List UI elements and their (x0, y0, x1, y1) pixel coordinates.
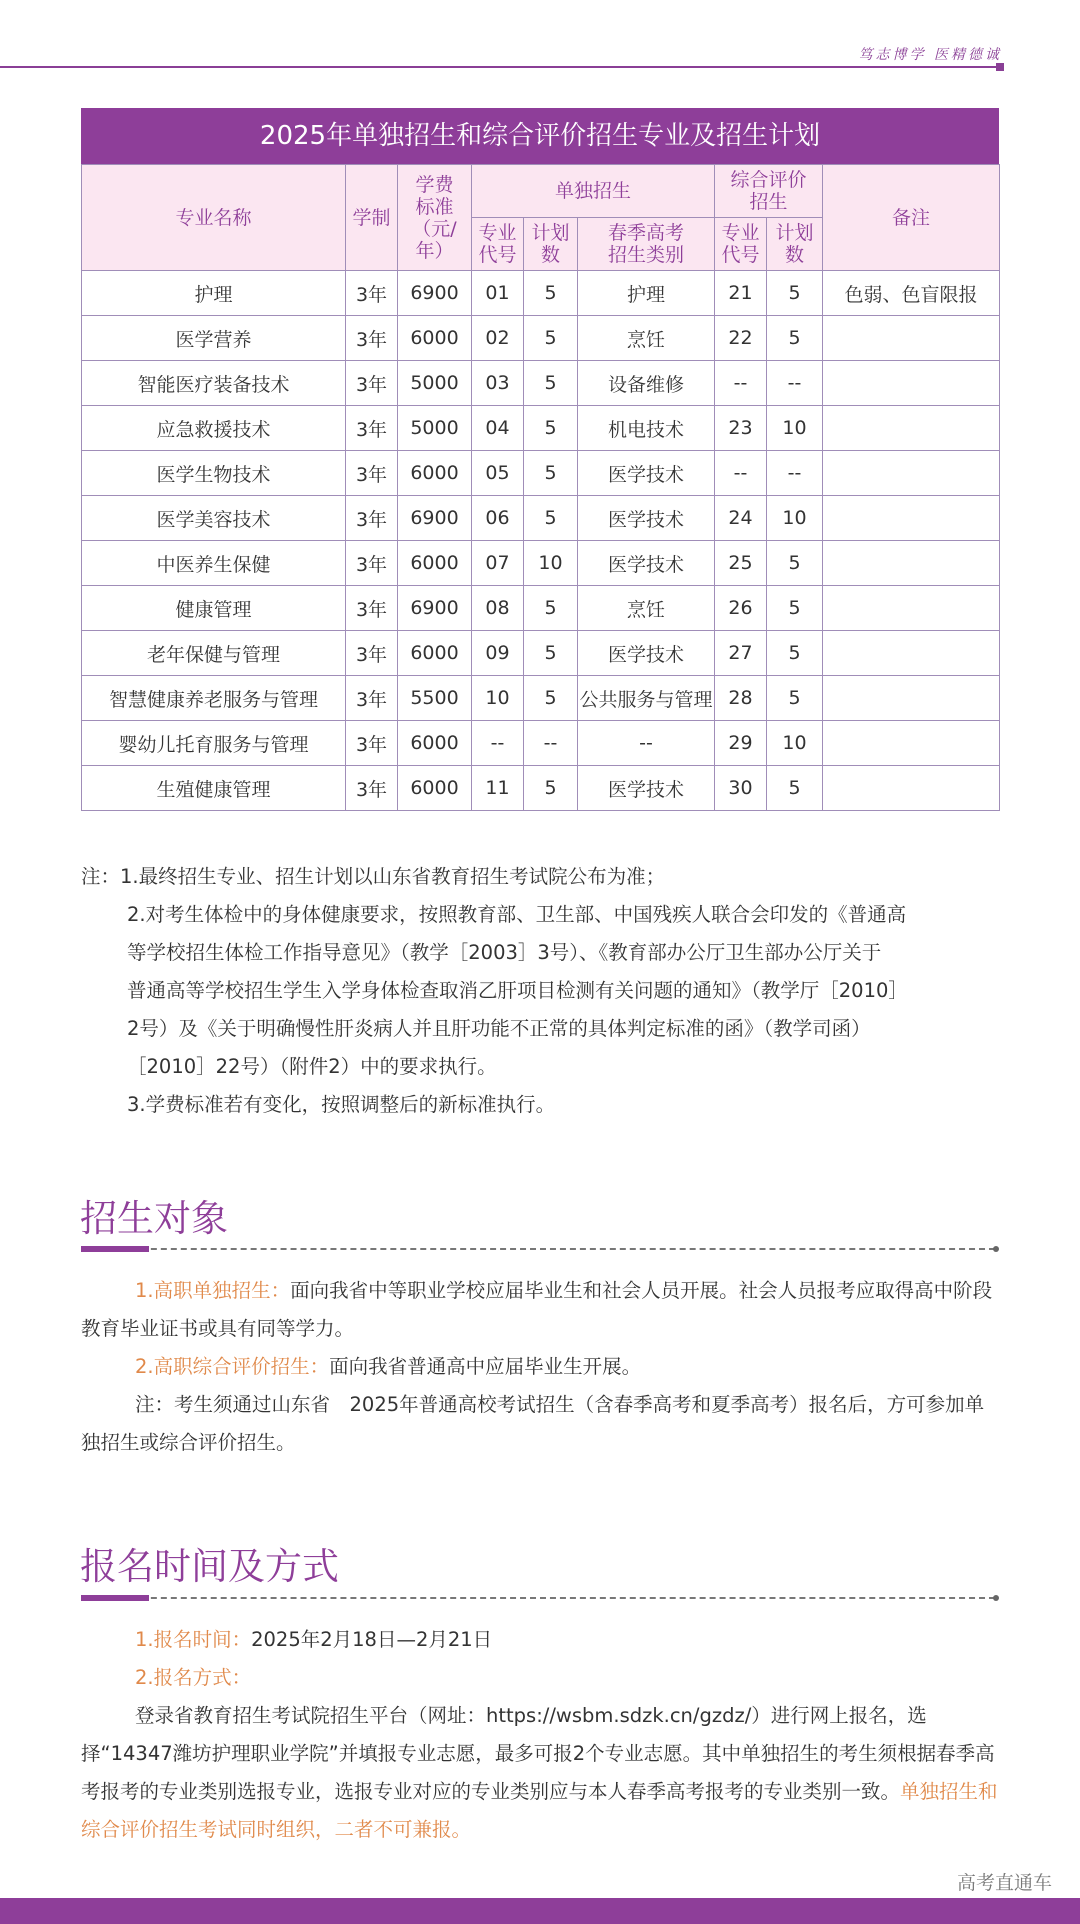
table-cell-remark (823, 721, 1000, 766)
table-cell-c-code: 25 (715, 541, 767, 586)
table-cell-c-code: 29 (715, 721, 767, 766)
section-divider-dot (993, 1246, 999, 1252)
table-cell-fee: 5500 (398, 676, 472, 721)
table-cell-c-plan: 5 (767, 541, 823, 586)
table-cell-c-plan: 5 (767, 316, 823, 361)
note-2-line-5: ［2010］22号）（附件2）中的要求执行。 (127, 1055, 497, 1078)
header-single-enrollment: 单独招生 (472, 165, 715, 218)
table-cell-s-code: 03 (472, 361, 524, 406)
header-comprehensive-enrollment: 综合评价招生 (715, 165, 823, 218)
table-cell-c-code: 22 (715, 316, 767, 361)
table-cell-c-plan: 5 (767, 586, 823, 631)
table-cell-remark (823, 406, 1000, 451)
table-cell-years: 3年 (346, 316, 398, 361)
table-cell-years: 3年 (346, 766, 398, 811)
table-cell-s-plan: 5 (524, 676, 578, 721)
note-3: 3.学费标准若有变化，按照调整后的新标准执行。 (127, 1093, 556, 1116)
table-cell-fee: 6000 (398, 766, 472, 811)
table-cell-c-code: 23 (715, 406, 767, 451)
header-spring-category: 春季高考招生类别 (578, 218, 715, 271)
plan-table-body (82, 271, 1000, 811)
table-row (82, 451, 1000, 496)
table-row (82, 721, 1000, 766)
table-cell-s-plan: 5 (524, 406, 578, 451)
table-row (82, 631, 1000, 676)
table-cell-major: 生殖健康管理 (82, 766, 346, 811)
table-cell-s-code: 02 (472, 316, 524, 361)
header-comp-plan: 计划数 (767, 218, 823, 271)
table-cell-category: 烹饪 (578, 586, 715, 631)
header-motto: 笃志博学 医精德诚 (858, 47, 1002, 63)
table-cell-s-plan: 5 (524, 271, 578, 316)
table-cell-category: 设备维修 (578, 361, 715, 406)
table-cell-c-plan: 10 (767, 496, 823, 541)
table-row (82, 766, 1000, 811)
table-cell-years: 3年 (346, 631, 398, 676)
note-2-line-3: 普通高等学校招生学生入学身体检查取消乙肝项目检测有关问题的通知》（教学厅［2010］ (127, 979, 908, 1002)
table-cell-years: 3年 (346, 271, 398, 316)
section-title-registration: 报名时间及方式 (80, 1545, 339, 1588)
table-cell-c-code: 28 (715, 676, 767, 721)
header-remark: 备注 (823, 165, 1000, 271)
table-cell-remark (823, 451, 1000, 496)
table-row (82, 316, 1000, 361)
registration-time: 1.报名时间：2025年2月18日—2月21日 (135, 1628, 493, 1651)
table-cell-category: 公共服务与管理 (578, 676, 715, 721)
table-cell-major: 健康管理 (82, 586, 346, 631)
header-rule-dot (996, 63, 1004, 71)
table-cell-c-code: 24 (715, 496, 767, 541)
table-notes (81, 858, 1001, 1124)
table-cell-category: 机电技术 (578, 406, 715, 451)
table-cell-s-code: 04 (472, 406, 524, 451)
table-cell-category: 医学技术 (578, 766, 715, 811)
table-cell-c-code: -- (715, 451, 767, 496)
table-cell-major: 医学营养 (82, 316, 346, 361)
table-cell-fee: 6000 (398, 631, 472, 676)
table-cell-s-code: 06 (472, 496, 524, 541)
table-cell-c-code: 21 (715, 271, 767, 316)
table-cell-fee: 5000 (398, 361, 472, 406)
section-divider-accent (81, 1595, 149, 1601)
target-note: 注：考生须通过山东省 2025年普通高校考试招生（含春季高考和夏季高考）报名后，方可参加单独招生或综合评价招生。 (81, 1393, 985, 1454)
table-cell-c-plan: 10 (767, 406, 823, 451)
note-1: 注：1.最终招生专业、招生计划以山东省教育招生考试院公布为准； (81, 865, 666, 888)
registration-method: 登录省教育招生考试院招生平台（网址：https://wsbm.sdzk.cn/gzdz/）进行网上报名，选择“14347潍坊护理职业学院”并填报专业志愿，最多可报2个专业志愿。其中单独招生的考生须根据春季高考报考的专业类别选报专业，选报专业对应的专业类别应与本人春季高考报考的专业类别一致。单独招生和综合评价招生考试同时组织，二者不可兼报。 (81, 1704, 998, 1841)
table-cell-major: 中医养生保健 (82, 541, 346, 586)
header-single-plan: 计划数 (524, 218, 578, 271)
table-cell-s-code: 07 (472, 541, 524, 586)
section-divider (81, 1597, 995, 1599)
table-cell-major: 智慧健康养老服务与管理 (82, 676, 346, 721)
section-title-enrollment-targets: 招生对象 (80, 1197, 228, 1240)
table-cell-fee: 6900 (398, 271, 472, 316)
table-cell-c-code: 30 (715, 766, 767, 811)
table-cell-c-plan: -- (767, 451, 823, 496)
table-cell-remark (823, 766, 1000, 811)
table-cell-category: -- (578, 721, 715, 766)
table-cell-s-plan: 5 (524, 451, 578, 496)
table-cell-remark (823, 541, 1000, 586)
table-cell-remark (823, 496, 1000, 541)
table-cell-s-code: 08 (472, 586, 524, 631)
footer-band (0, 1898, 1080, 1924)
table-cell-major: 医学美容技术 (82, 496, 346, 541)
table-cell-years: 3年 (346, 451, 398, 496)
table-cell-remark (823, 631, 1000, 676)
table-cell-s-code: -- (472, 721, 524, 766)
table-cell-s-code: 10 (472, 676, 524, 721)
header-comp-code: 专业代号 (715, 218, 767, 271)
table-cell-years: 3年 (346, 586, 398, 631)
table-cell-c-plan: 5 (767, 766, 823, 811)
table-row (82, 496, 1000, 541)
header-fee: 学费标准（元/年） (398, 165, 472, 271)
table-cell-c-code: 27 (715, 631, 767, 676)
header-major: 专业名称 (82, 165, 346, 271)
table-cell-fee: 6000 (398, 316, 472, 361)
target-comprehensive: 2.高职综合评价招生：面向我省普通高中应届毕业生开展。 (135, 1355, 642, 1378)
table-row (82, 406, 1000, 451)
table-cell-c-plan: 5 (767, 631, 823, 676)
table-cell-remark: 色弱、色盲限报 (823, 271, 1000, 316)
source-watermark: 高考直通车 (956, 1872, 1052, 1894)
table-cell-major: 应急救援技术 (82, 406, 346, 451)
table-cell-c-plan: 10 (767, 721, 823, 766)
plan-table (81, 164, 1000, 811)
table-cell-fee: 6900 (398, 496, 472, 541)
table-cell-years: 3年 (346, 541, 398, 586)
table-cell-remark (823, 676, 1000, 721)
header-single-code: 专业代号 (472, 218, 524, 271)
table-cell-major: 医学生物技术 (82, 451, 346, 496)
table-cell-s-plan: 5 (524, 361, 578, 406)
table-cell-remark (823, 361, 1000, 406)
table-cell-major: 老年保健与管理 (82, 631, 346, 676)
table-row (82, 271, 1000, 316)
table-cell-s-plan: 10 (524, 541, 578, 586)
header-rule (0, 66, 1002, 68)
table-cell-category: 医学技术 (578, 541, 715, 586)
section-divider-dot (993, 1595, 999, 1601)
table-cell-s-code: 09 (472, 631, 524, 676)
table-cell-c-plan: 5 (767, 676, 823, 721)
table-cell-c-plan: 5 (767, 271, 823, 316)
table-cell-s-code: 01 (472, 271, 524, 316)
table-cell-years: 3年 (346, 361, 398, 406)
table-cell-years: 3年 (346, 496, 398, 541)
table-cell-fee: 6000 (398, 451, 472, 496)
note-2-line-2: 等学校招生体检工作指导意见》（教学［2003］3号）、《教育部办公厅卫生部办公厅关于 (127, 941, 882, 964)
note-2-line-1: 2.对考生体检中的身体健康要求，按照教育部、卫生部、中国残疾人联合会印发的《普通高 (127, 903, 907, 926)
section-divider (81, 1248, 995, 1250)
note-2-line-4: 2号）及《关于明确慢性肝炎病人并且肝功能不正常的具体判定标准的函》（教学司函） (127, 1017, 871, 1040)
table-cell-remark (823, 586, 1000, 631)
table-cell-years: 3年 (346, 721, 398, 766)
table-cell-s-code: 11 (472, 766, 524, 811)
table-cell-category: 医学技术 (578, 631, 715, 676)
target-single: 1.高职单独招生：面向我省中等职业学校应届毕业生和社会人员开展。社会人员报考应取得高中阶段教育毕业证书或具有同等学力。 (81, 1279, 993, 1340)
table-title: 2025年单独招生和综合评价招生专业及招生计划 (81, 108, 999, 164)
table-row (82, 676, 1000, 721)
table-cell-major: 婴幼儿托育服务与管理 (82, 721, 346, 766)
table-cell-c-plan: -- (767, 361, 823, 406)
table-cell-remark (823, 316, 1000, 361)
table-cell-c-code: -- (715, 361, 767, 406)
table-cell-category: 医学技术 (578, 496, 715, 541)
table-cell-years: 3年 (346, 676, 398, 721)
table-cell-major: 护理 (82, 271, 346, 316)
table-row (82, 586, 1000, 631)
table-cell-s-plan: 5 (524, 631, 578, 676)
table-cell-s-plan: 5 (524, 586, 578, 631)
table-row (82, 361, 1000, 406)
table-cell-c-code: 26 (715, 586, 767, 631)
table-cell-s-plan: 5 (524, 766, 578, 811)
table-cell-major: 智能医疗装备技术 (82, 361, 346, 406)
header-years: 学制 (346, 165, 398, 271)
table-cell-category: 烹饪 (578, 316, 715, 361)
table-cell-s-plan: 5 (524, 316, 578, 361)
table-cell-fee: 5000 (398, 406, 472, 451)
enrollment-targets-content (81, 1272, 1001, 1462)
table-cell-s-plan: -- (524, 721, 578, 766)
table-cell-category: 医学技术 (578, 451, 715, 496)
table-cell-fee: 6000 (398, 721, 472, 766)
table-cell-category: 护理 (578, 271, 715, 316)
table-cell-s-plan: 5 (524, 496, 578, 541)
table-cell-fee: 6000 (398, 541, 472, 586)
section-divider-accent (81, 1246, 149, 1252)
enrollment-plan-table (81, 108, 999, 811)
table-cell-fee: 6900 (398, 586, 472, 631)
table-row (82, 541, 1000, 586)
registration-method-label: 2.报名方式： (135, 1666, 252, 1689)
table-cell-s-code: 05 (472, 451, 524, 496)
table-cell-years: 3年 (346, 406, 398, 451)
registration-content (81, 1621, 1001, 1849)
